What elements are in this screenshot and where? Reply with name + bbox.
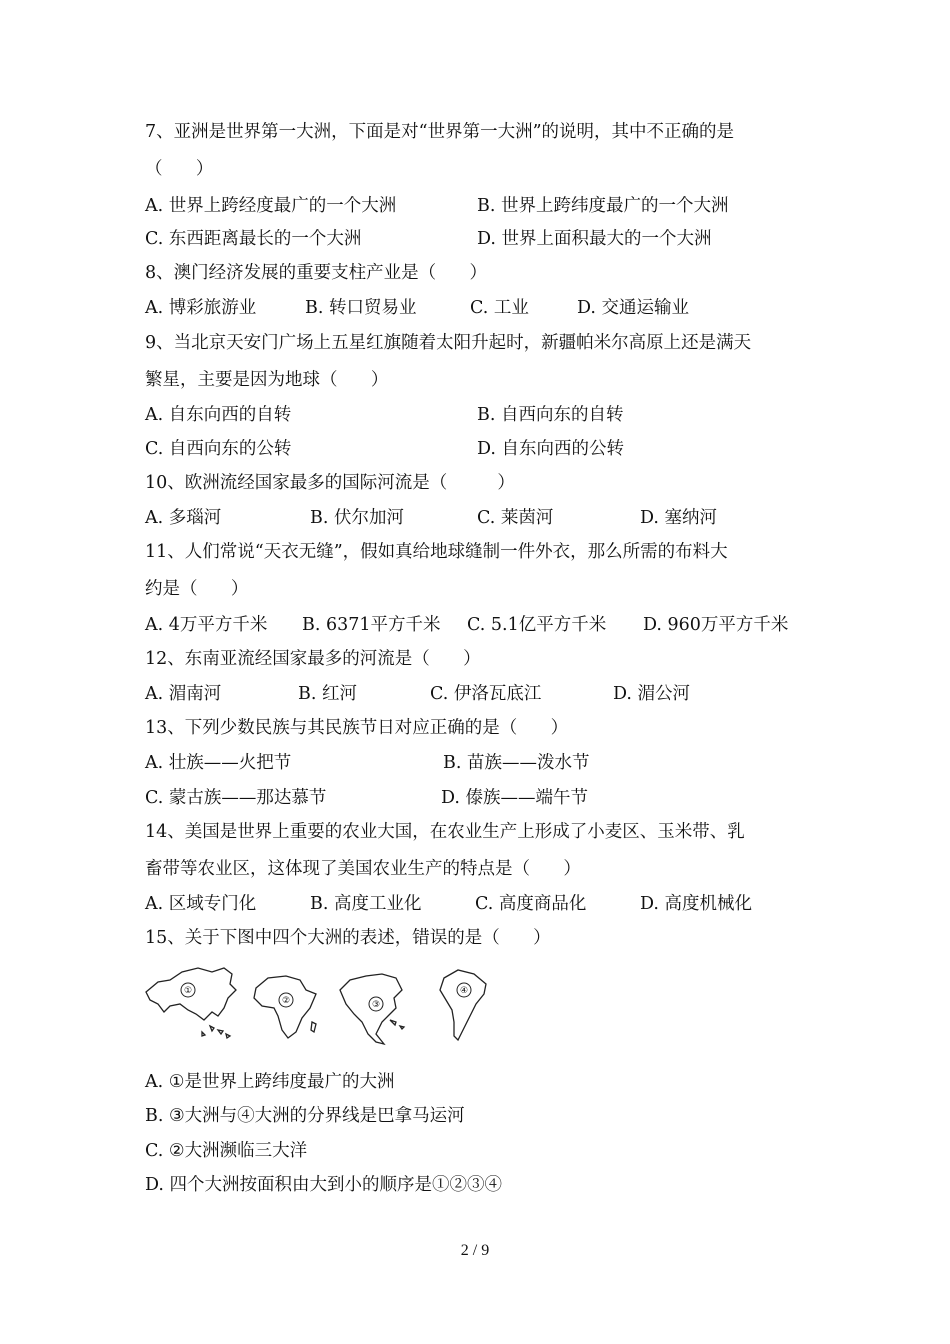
option: A. 湄南河 bbox=[145, 684, 222, 704]
question-9-stem: 9、当北京天安门广场上五星红旗随着太阳升起时，新疆帕米尔高原上还是满天 bbox=[145, 333, 752, 353]
option: C. 蒙古族——那达慕节 bbox=[145, 788, 327, 808]
option: D. 交通运输业 bbox=[577, 298, 690, 318]
option: A. 区域专门化 bbox=[145, 894, 257, 914]
option: B. 转口贸易业 bbox=[305, 298, 417, 318]
question-11-stem: 11、人们常说“天衣无缝”，假如真给地球缝制一件外衣，那么所需的布料大 bbox=[145, 542, 728, 562]
question-14-stem-2: 畜带等农业区，这体现了美国农业生产的特点是（ ） bbox=[145, 859, 581, 879]
option: C. 高度商品化 bbox=[475, 894, 587, 914]
option: B. 高度工业化 bbox=[310, 894, 422, 914]
question-10-stem: 10、欧洲流经国家最多的国际河流是（ ） bbox=[145, 473, 515, 493]
question-7-blank: （ ） bbox=[145, 159, 214, 179]
option: B. 世界上跨纬度最广的一个大洲 bbox=[477, 196, 729, 216]
south-america-outline bbox=[440, 970, 486, 1040]
option: B. 自西向东的自转 bbox=[477, 405, 624, 425]
option: D. 高度机械化 bbox=[640, 894, 753, 914]
option: D. 960万平方千米 bbox=[643, 615, 789, 635]
map-label: ② bbox=[281, 996, 291, 1006]
map-label: ① bbox=[183, 986, 193, 996]
continents-figure bbox=[140, 960, 510, 1050]
question-8-stem: 8、澳门经济发展的重要支柱产业是（ ） bbox=[145, 263, 488, 283]
option: D. 傣族——端午节 bbox=[441, 788, 589, 808]
option: A. 壮族——火把节 bbox=[145, 753, 292, 773]
option: A. 博彩旅游业 bbox=[145, 298, 257, 318]
option: C. 工业 bbox=[470, 298, 529, 318]
map-label: ④ bbox=[459, 986, 469, 996]
question-12-stem: 12、东南亚流经国家最多的河流是（ ） bbox=[145, 649, 481, 669]
page-number: 2 / 9 bbox=[460, 1242, 490, 1259]
question-11-stem-2: 约是（ ） bbox=[145, 579, 249, 599]
question-9-stem-2: 繁星，主要是因为地球（ ） bbox=[145, 370, 389, 390]
option: C. 自西向东的公转 bbox=[145, 439, 292, 459]
option: A. 4万平方千米 bbox=[145, 615, 268, 635]
option: D. 四个大洲按面积由大到小的顺序是①②③④ bbox=[145, 1175, 503, 1195]
option: B. ③大洲与④大洲的分界线是巴拿马运河 bbox=[145, 1106, 465, 1126]
option: C. 5.1亿平方千米 bbox=[467, 615, 607, 635]
option: C. ②大洲濒临三大洋 bbox=[145, 1141, 308, 1161]
option: D. 世界上面积最大的一个大洲 bbox=[477, 229, 712, 249]
option: C. 东西距离最长的一个大洲 bbox=[145, 229, 362, 249]
option: B. 6371平方千米 bbox=[302, 615, 441, 635]
question-13-stem: 13、下列少数民族与其民族节日对应正确的是（ ） bbox=[145, 718, 569, 738]
map-label: ③ bbox=[371, 1000, 381, 1010]
option: D. 自东向西的公转 bbox=[477, 439, 625, 459]
option: B. 苗族——泼水节 bbox=[443, 753, 590, 773]
option: C. 莱茵河 bbox=[477, 508, 554, 528]
option: C. 伊洛瓦底江 bbox=[430, 684, 542, 704]
option: A. 世界上跨经度最广的一个大洲 bbox=[145, 196, 397, 216]
question-15-stem: 15、关于下图中四个大洲的表述，错误的是（ ） bbox=[145, 928, 551, 948]
option: D. 塞纳河 bbox=[640, 508, 718, 528]
option: A. 多瑙河 bbox=[145, 508, 222, 528]
islands-outline bbox=[202, 1026, 230, 1038]
option: A. 自东向西的自转 bbox=[145, 405, 292, 425]
question-14-stem: 14、美国是世界上重要的农业大国，在农业生产上形成了小麦区、玉米带、乳 bbox=[145, 822, 745, 842]
question-7-stem: 7、亚洲是世界第一大洲，下面是对“世界第一大洲”的说明，其中不正确的是 bbox=[145, 122, 735, 142]
option: B. 伏尔加河 bbox=[310, 508, 404, 528]
option: A. ①是世界上跨纬度最广的大洲 bbox=[145, 1072, 395, 1092]
option: D. 湄公河 bbox=[613, 684, 691, 704]
option: B. 红河 bbox=[298, 684, 357, 704]
